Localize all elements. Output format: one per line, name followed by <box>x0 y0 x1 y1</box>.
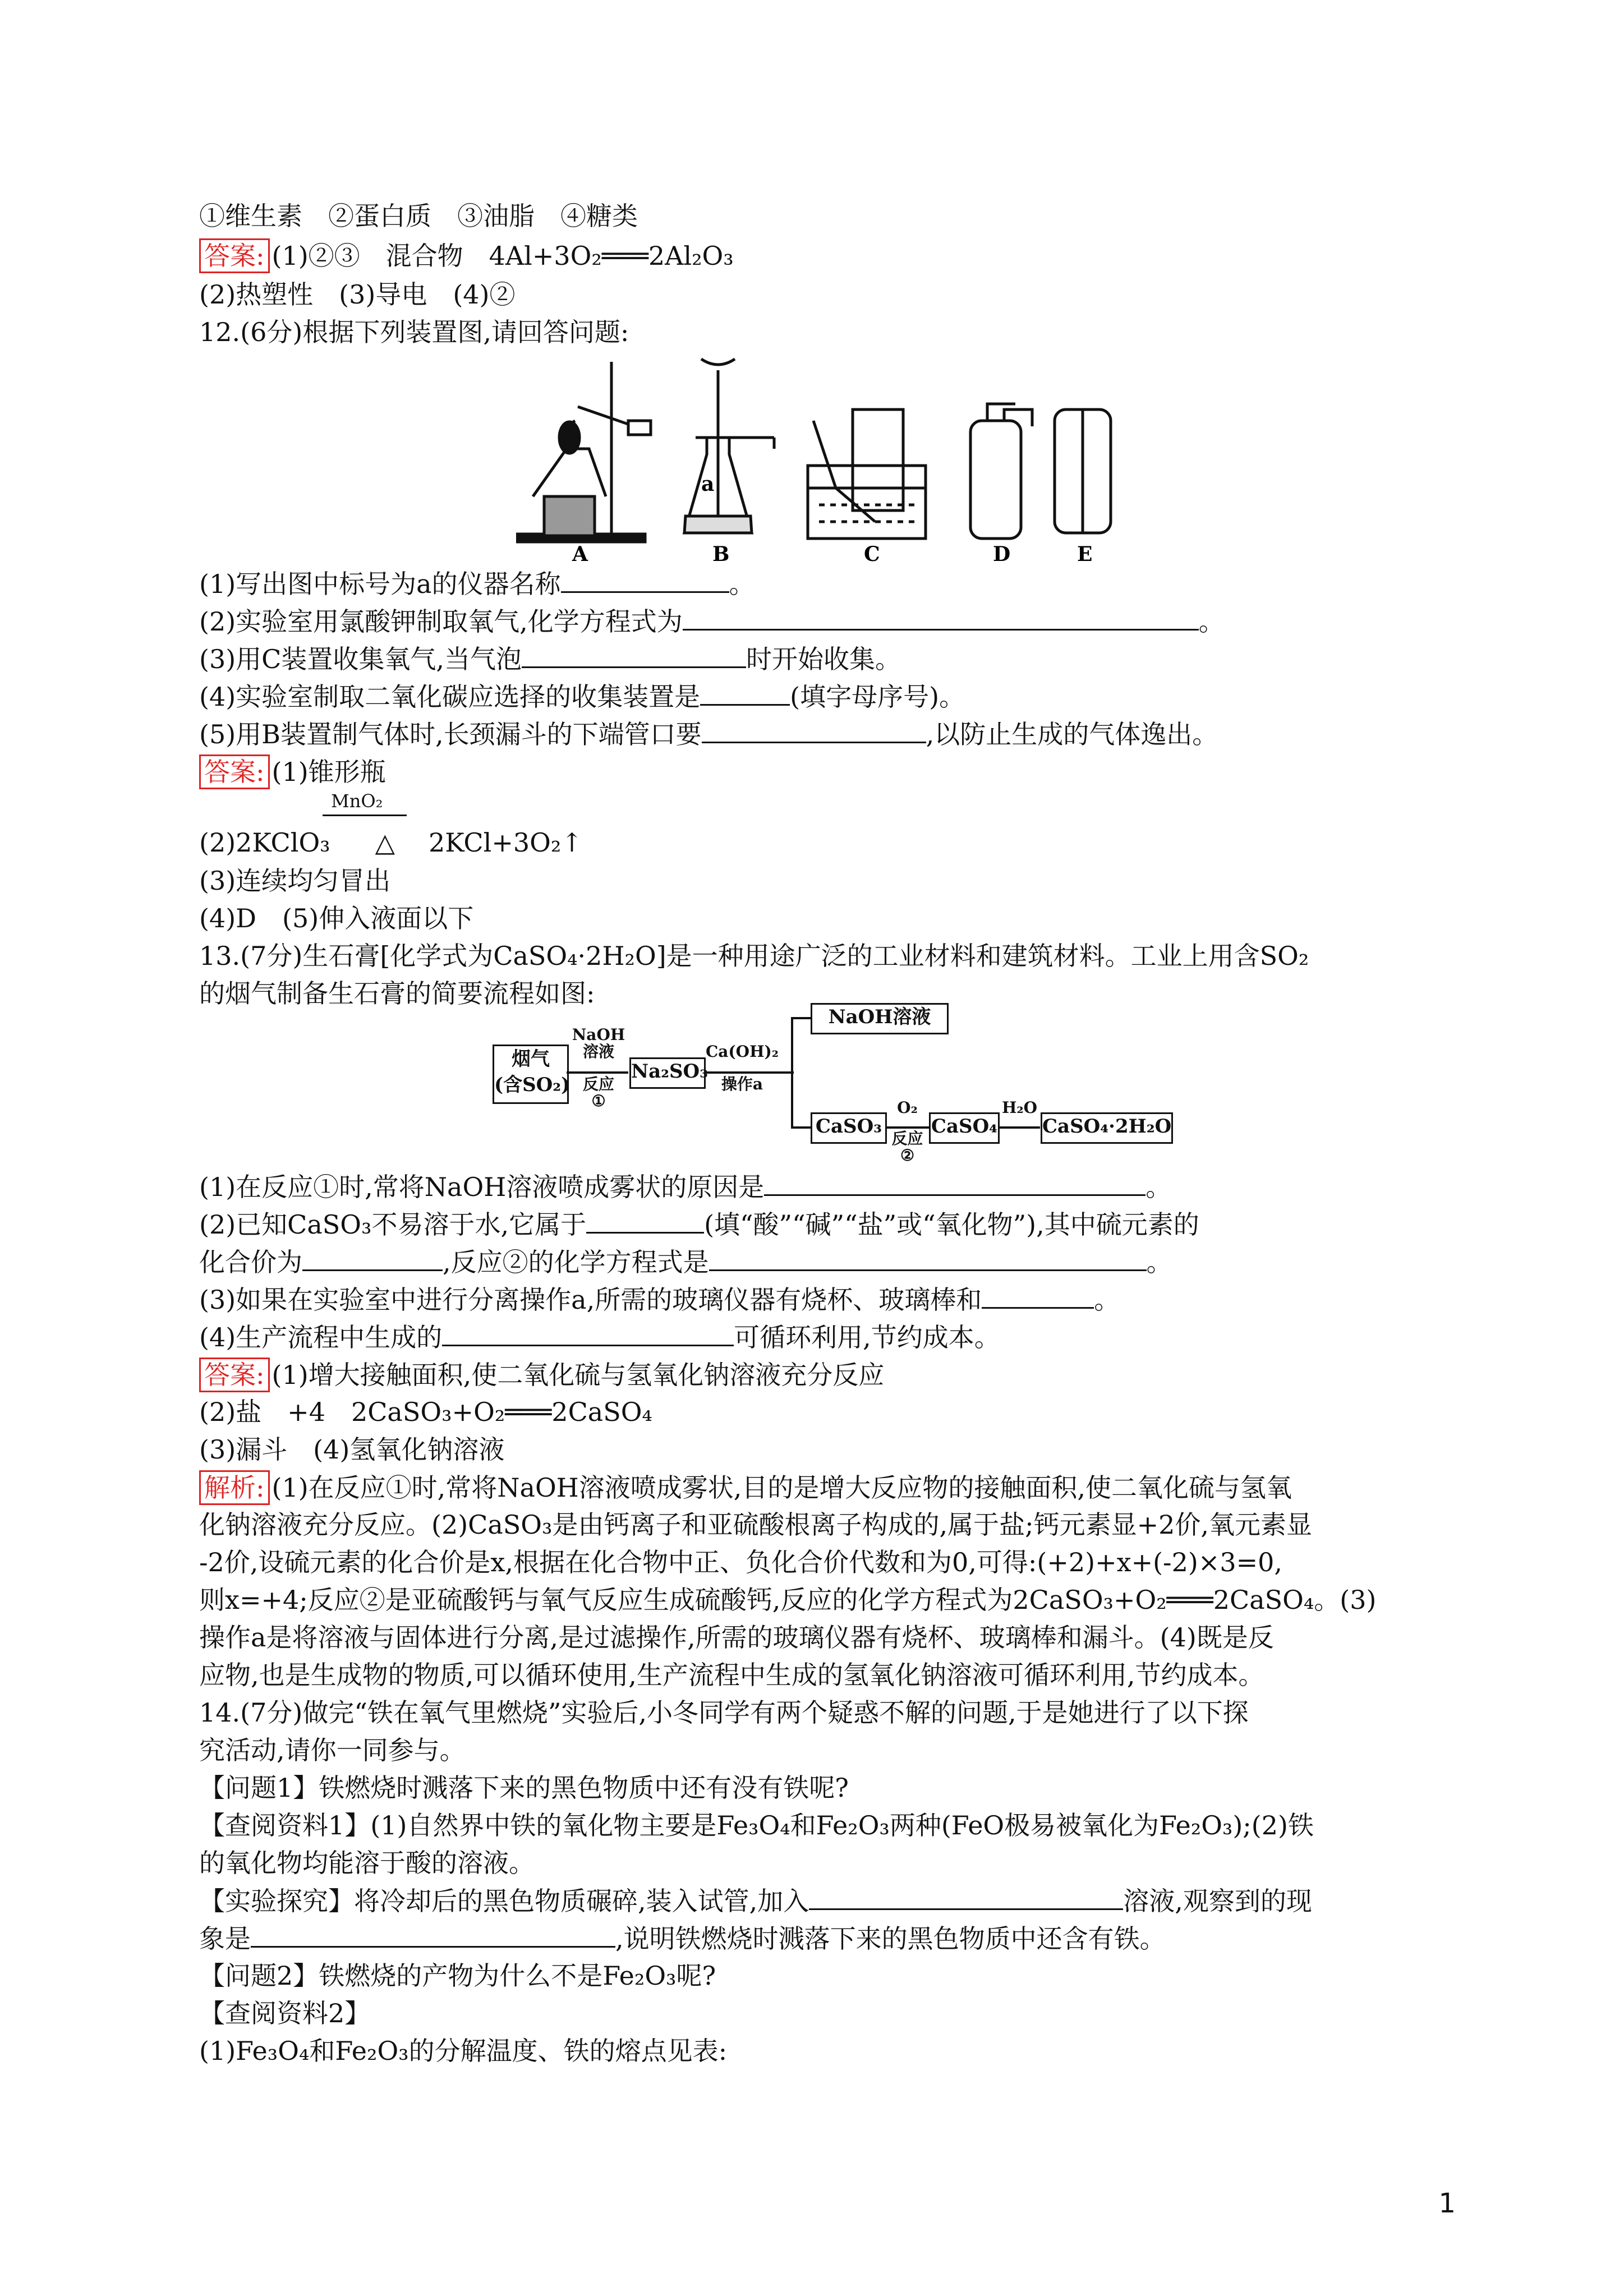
q14-experiment-cont: 象是 ,说明铁燃烧时溅落下来的黑色物质中还含有铁。 <box>199 1921 1166 1955</box>
q13-title-2: 的烟气制备生石膏的简要流程如图: <box>199 978 595 1009</box>
flow-caso3: CaSO₃ <box>811 1112 887 1144</box>
analysis-label: 解析: <box>199 1470 270 1505</box>
answer-blank[interactable] <box>561 567 729 593</box>
q13-title: 13.(7分)生石膏[化学式为CaSO₄·2H₂O]是一种用途广泛的工业材料和建筑材料。工业上用含SO₂ <box>199 941 1309 971</box>
j13-4: 则x=+4;反应②是亚硫酸钙与氧气反应生成硫酸钙,反应的化学方程式为2CaSO₃+O₂═══2CaSO₄。(3) <box>199 1585 1377 1615</box>
apparatus-c <box>808 409 926 539</box>
q14-reference-1-cont: 的氧化物均能溶于酸的溶液。 <box>199 1848 535 1878</box>
q12-1: (1)写出图中标号为a的仪器名称 。 <box>199 567 755 601</box>
flow-start: 烟气 (含SO₂) <box>493 1045 569 1104</box>
flow-arrow <box>791 1126 811 1129</box>
apparatus-b <box>684 359 774 533</box>
j13-2: 化钠溶液充分反应。(2)CaSO₃是由钙离子和亚硫酸根离子构成的,属于盐;钙元素显+2价,氧元素显 <box>199 1510 1312 1540</box>
j13-5: 操作a是将溶液与固体进行分离,是过滤操作,所需的玻璃仪器有烧杯、玻璃棒和漏斗。(4)既是反 <box>199 1622 1274 1653</box>
q14-title-2: 究活动,请你一同参与。 <box>199 1735 466 1765</box>
page-number: 1 <box>1438 2188 1456 2219</box>
apparatus-d <box>970 404 1032 539</box>
q14-problem-1: 【问题1】铁燃烧时溅落下来的黑色物质中还有没有铁呢? <box>199 1773 849 1803</box>
answer-blank[interactable] <box>702 717 926 743</box>
a13-3: (3)漏斗 (4)氢氧化钠溶液 <box>199 1434 505 1465</box>
flow-step1-bottom: 反应 ① <box>582 1075 614 1110</box>
q12-5: (5)用B装置制气体时,长颈漏斗的下端管口要 ,以防止生成的气体逸出。 <box>199 717 1218 751</box>
flow-step2-top: Ca(OH)₂ <box>706 1042 779 1061</box>
catalyst: MnO₂ <box>331 790 383 812</box>
answer-label: 答案: <box>199 238 270 273</box>
q13-3: (3)如果在实验室中进行分离操作a,所需的玻璃仪器有烧杯、玻璃棒和 。 <box>199 1282 1120 1317</box>
answer-label: 答案: <box>199 1358 270 1392</box>
flow-step4-top: H₂O <box>1001 1098 1038 1117</box>
label-C: C <box>864 542 880 566</box>
q14-title: 14.(7分)做完“铁在氧气里燃烧”实验后,小冬同学有两个疑惑不解的问题,于是她进行了以下探 <box>199 1697 1249 1728</box>
a12-1: 答案: (1)锥形瓶 <box>199 754 386 789</box>
answer-line: 答案: (1)②③ 混合物 4Al+3O₂═══2Al₂O₃ <box>199 238 734 273</box>
q14-reference-1: 【查阅资料1】(1)自然界中铁的氧化物主要是Fe₃O₄和Fe₂O₃两种(FeO极易被氧化为Fe₂O₃);(2)铁 <box>199 1810 1314 1841</box>
j13-3: -2价,设硫元素的化合价是x,根据在化合物中正、负化合价代数和为0,可得:(+2)+x+(-2)×3=0, <box>199 1547 1283 1577</box>
label-B: B <box>712 542 730 566</box>
flow-naoh: NaOH溶液 <box>811 1003 949 1034</box>
flow-step1-top: NaOH 溶液 <box>572 1025 625 1061</box>
label-D: D <box>993 542 1011 566</box>
q13-1: (1)在反应①时,常将NaOH溶液喷成雾状的原因是 。 <box>199 1170 1171 1204</box>
q13-2-cont: 化合价为 ,反应②的化学方程式是 。 <box>199 1245 1172 1279</box>
a12-4: (4)D (5)伸入液面以下 <box>199 903 474 933</box>
j13-1: 解析: (1)在反应①时,常将NaOH溶液喷成雾状,目的是增大反应物的接触面积,使二氧化硫与氢氧 <box>199 1470 1292 1505</box>
q12-4: (4)实验室制取二氧化碳应选择的收集装置是 (填字母序号)。 <box>199 679 965 714</box>
answer-blank[interactable] <box>709 1245 1147 1271</box>
flow-step3-top: O₂ <box>897 1098 918 1117</box>
flow-na2so3: Na₂SO₃ <box>629 1057 706 1089</box>
answer-blank[interactable] <box>982 1282 1094 1309</box>
flow-arrow <box>567 1071 628 1074</box>
answer-blank[interactable] <box>302 1245 443 1271</box>
a13-2: (2)盐 +4 2CaSO₃+O₂═══2CaSO₄ <box>199 1397 652 1427</box>
flow-step3-bottom: 反应 ② <box>891 1129 923 1165</box>
answer-blank[interactable] <box>683 604 1199 631</box>
q14-reference-2-item: (1)Fe₃O₄和Fe₂O₃的分解温度、铁的熔点见表: <box>199 2036 728 2066</box>
apparatus-e <box>1055 409 1111 533</box>
flow-step2-bottom: 操作a <box>721 1075 763 1093</box>
flow-arrow <box>704 1071 794 1074</box>
answer-blank[interactable] <box>442 1320 734 1346</box>
q14-experiment: 【实验探究】将冷却后的黑色物质碾碎,装入试管,加入 溶液,观察到的现 <box>199 1884 1312 1918</box>
reaction-arrow-line <box>323 815 407 816</box>
q13-4: (4)生产流程中生成的 可循环利用,节约成本。 <box>199 1320 1000 1354</box>
answer-blank[interactable] <box>522 642 746 668</box>
q12-2: (2)实验室用氯酸钾制取氧气,化学方程式为 。 <box>199 604 1225 638</box>
flow-product: CaSO₄·2H₂O <box>1041 1112 1173 1144</box>
a12-3: (3)连续均匀冒出 <box>199 866 391 896</box>
j13-6: 应物,也是生成物的物质,可以循环使用,生产流程中生成的氢氧化钠溶液可循环利用,节约成本。 <box>199 1660 1264 1690</box>
answer-blank[interactable] <box>764 1170 1145 1196</box>
answer-blank[interactable] <box>700 679 790 706</box>
label-E: E <box>1077 542 1093 566</box>
flow-arrow <box>998 1126 1040 1129</box>
question-12-title: 12.(6分)根据下列装置图,请回答问题: <box>199 317 629 347</box>
a13-1: 答案: (1)增大接触面积,使二氧化硫与氢氧化钠溶液充分反应 <box>199 1358 884 1392</box>
flow-caso4: CaSO₄ <box>929 1112 1000 1144</box>
answer-blank[interactable] <box>586 1207 704 1234</box>
flow-arrow <box>791 1017 811 1019</box>
answer-blank[interactable] <box>251 1921 615 1948</box>
apparatus-a <box>516 362 651 542</box>
flow-branch <box>791 1017 793 1128</box>
q12-3: (3)用C装置收集氧气,当气泡 时开始收集。 <box>199 642 901 676</box>
label-A: A <box>572 542 588 566</box>
answer-blank[interactable] <box>809 1884 1123 1910</box>
answer-label: 答案: <box>199 754 270 789</box>
q14-problem-2: 【问题2】铁燃烧的产物为什么不是Fe₂O₃呢? <box>199 1961 716 1991</box>
label-a: a <box>701 472 715 496</box>
text-line: ①维生素 ②蛋白质 ③油脂 ④糖类 <box>199 201 638 231</box>
apparatus-figure <box>516 353 1122 567</box>
q13-2: (2)已知CaSO₃不易溶于水,它属于 (填“酸”“碱”“盐”或“氧化物”),其中硫元素的 <box>199 1207 1199 1241</box>
text-line: (2)热塑性 (3)导电 (4)② <box>199 279 516 310</box>
a12-2: (2)2KClO₃ △ 2KCl+3O₂↑ <box>199 827 583 858</box>
flow-arrow <box>885 1126 929 1129</box>
q14-reference-2: 【查阅资料2】 <box>199 1998 371 2028</box>
